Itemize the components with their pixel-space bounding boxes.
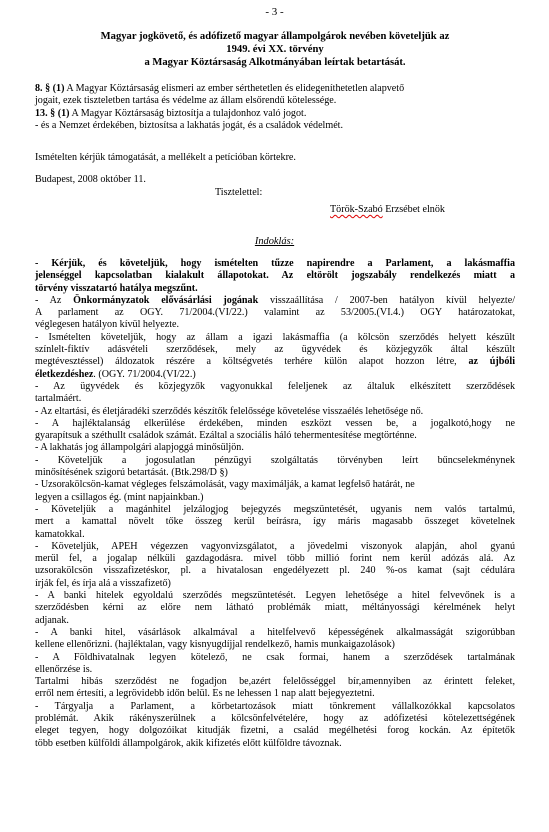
demand-line: több esetben külföldi állampolgárok, akik kifizetés előtt külföldre távoznak.: [35, 737, 342, 749]
demand-line: - A hajléktalanság elkerülése érdekében, minden eszközt vessen be, a jogalkotó,hogy ne: [35, 417, 515, 429]
place-date: Budapest, 2008 október 11.: [35, 174, 146, 185]
demand-line: uzsorakölcsön visszafizetéskor, pl. a hivatalosan engedélyezett pl. 240 %-os kamat (sajt cédulára: [35, 565, 515, 577]
demand-line: - Az ügyvédek és közjegyzők vagyonukkal feleljenek az általuk elkészített szerződések: [35, 380, 515, 392]
demand-line: jelenséggel kapcsolatban kialakult állapotokat. Az eltörölt jogszabály rendelkezés miatt a: [35, 270, 515, 282]
demand-line: színlelt-fiktív adásvételi szerződések, mely az ügyvédek és közjegyzők által készült: [35, 344, 515, 356]
demand-line: gyarapítsuk a széthullt családok számát. Ezáltal a szociális háló tehermentesítése megtörténne.: [35, 430, 417, 442]
greeting: Tisztelettel:: [215, 187, 263, 198]
demand-line: adjanak.: [35, 614, 69, 626]
demand-line: - Tárgyalja a Parlament, a körbetartozások miatt tönkrement vállalkozókkal kapcsolatos: [35, 700, 515, 712]
demand-line: eleget tegyen, hogy dolgozóikat kitudják fizetni, a család megélhetési forog kockán. Az építetők: [35, 725, 515, 737]
demand-line: kamatokkal.: [35, 528, 85, 540]
demand-line: - Az Önkormányzatok elővásárlási jogának visszaállítása / 2007-ben hatályon kívül helyezte/: [35, 294, 516, 306]
demand-line: életkezdéshez. (OGY. 71/2004.(VI/22.): [35, 368, 196, 380]
demand-line: - Az eltartási, és életjáradéki szerződés készítők felelőssége követelése visszaélés lehetősége nő.: [35, 405, 424, 417]
demand-line: minősítésének szigorú betartását. (Btk.298/D §): [35, 467, 228, 479]
section-title: Indoklás:: [254, 236, 295, 247]
demand-line: - Követeljük a magánhitel jelzálogjog bejegyzés megszüntetését, ugyanis nem valós tartalmú,: [35, 503, 515, 515]
demand-line: Tartalmi hibás szerződést ne fogadjon be,azért felelősséggel bír,amennyiben az érintett feleket,: [35, 676, 515, 688]
demand-line: - A Földhivatalnak legyen kötelező, ne csak formai, hanem a szerződések tartalmának: [35, 651, 515, 663]
support-request: Ismételten kérjük támogatását, a mellékelt a petícióban körtekre.: [35, 152, 296, 163]
signature: [330, 204, 530, 216]
demand-line: problémát. Akik rákényszerülnek a kölcsönfelvételére, hogy az adófizetési kötelezettségének: [35, 712, 515, 724]
demand-line: legyen a csillagos ég. (mint napjainkban.): [35, 491, 204, 503]
demand-line: törvény visszatartó hatálya megszűnt.: [35, 282, 198, 294]
demand-line: - Kérjük, és követeljük, hogy ismételten tűzze napirendre a Parlament, a lakásmaffia: [35, 258, 515, 269]
title-line: Magyar jogkövető, és adófizető magyar állampolgárok nevében követeljük az: [100, 31, 450, 42]
demand-line: erről nem értesíti, a legrövidebb időn belül. Es ne lehessen 1 nap alatt bejegyeztetni.: [35, 688, 375, 700]
demand-line: írják fel, és írja alá a visszafizető): [35, 577, 171, 589]
constitution-line: 13. § (1) A Magyar Köztársaság biztosítja a tulajdonhoz való jogot.: [35, 107, 307, 119]
constitution-line: jogait, ezek tiszteletben tartása és védelme az állam elsőrendű kötelessége.: [35, 95, 337, 107]
demand-line: - A lakhatás jog állampolgári alapjoggá minősüljön.: [35, 442, 244, 454]
title-line: a Magyar Köztársaság Alkotmányában leírtak betartását.: [144, 57, 406, 68]
demand-line: - A banki hitel, vásárlások alkalmával a hitelfelvevő képességének alkalmasságát szigorúbban: [35, 626, 515, 638]
demand-line: A parlament az OGY. 71/2004.(VI/22.) valamint az 53/2005.(VI.4.) OGY határozatokat,: [35, 307, 515, 319]
demand-line: tartalmáért.: [35, 393, 82, 405]
demand-line: - Követeljük a jogosulatlan pénzügyi szolgáltatás törvényben leírt bűncselekménynek: [35, 454, 515, 466]
signature-name: Török-Szabó: [330, 204, 383, 215]
page-number: - 3 -: [265, 6, 284, 18]
demand-line: szerződésben kérni az előre nem látható problémák miatt, méltányossági kérelmének helyt: [35, 602, 515, 614]
demand-line: - Ismételten követeljük, hogy az állam a igazi lakásmaffia (a kölcsön szerződés helyett készült: [35, 331, 515, 343]
title-line: 1949. évi XX. törvény: [226, 44, 324, 55]
demand-line: - Uzsorakölcsön-kamat végleges felszámolását, vagy maximálják, a kamat legfelső határát, ne: [35, 479, 415, 491]
document-title: [40, 30, 510, 69]
demands-list: [35, 258, 515, 750]
demand-line: megtévesztéssel) áldozatok részére a költségvetés terhére külön alapot hozzon létre, az újbóli: [35, 356, 516, 368]
signature-rest: Erzsébet elnök: [382, 204, 445, 215]
constitution-line: 8. § (1) A Magyar Köztársaság elismeri az ember sérthetetlen és elidegeníthetetlen alapvető: [35, 83, 405, 94]
demand-line: merül fel, a jogalap nélküli gazdagodásra. mivel több millió forint nem kerül adózás alá. Az: [35, 553, 515, 565]
demand-line: mert a kamattal növelt tőke összeg kerül beírásra, így máris magasabb összeget követelnek: [35, 516, 515, 528]
constitution-quote: [35, 83, 515, 132]
demand-line: kellene ellenőrizni. (hajléktalan, vagy kisnyugdíjjal rendelkező, hamis munkaigazolások): [35, 639, 395, 651]
demand-line: véglegesen hatályon kívül helyezte.: [35, 319, 180, 331]
constitution-line: - és a Nemzet érdekében, biztosítsa a lakhatás jogát, és a családok védelmét.: [35, 119, 344, 131]
demand-line: - Követeljük, APEH végezzen vagyonvizsgálatot, a jövedelmi viszonyok alapján, ahol gyanú: [35, 540, 515, 552]
demand-line: - A banki hitelek egyoldalú szerződés megszüntetését. Legyen lehetősége a hitel felvevőnek is a: [35, 590, 515, 602]
demand-line: ellenőrzése is.: [35, 663, 93, 675]
